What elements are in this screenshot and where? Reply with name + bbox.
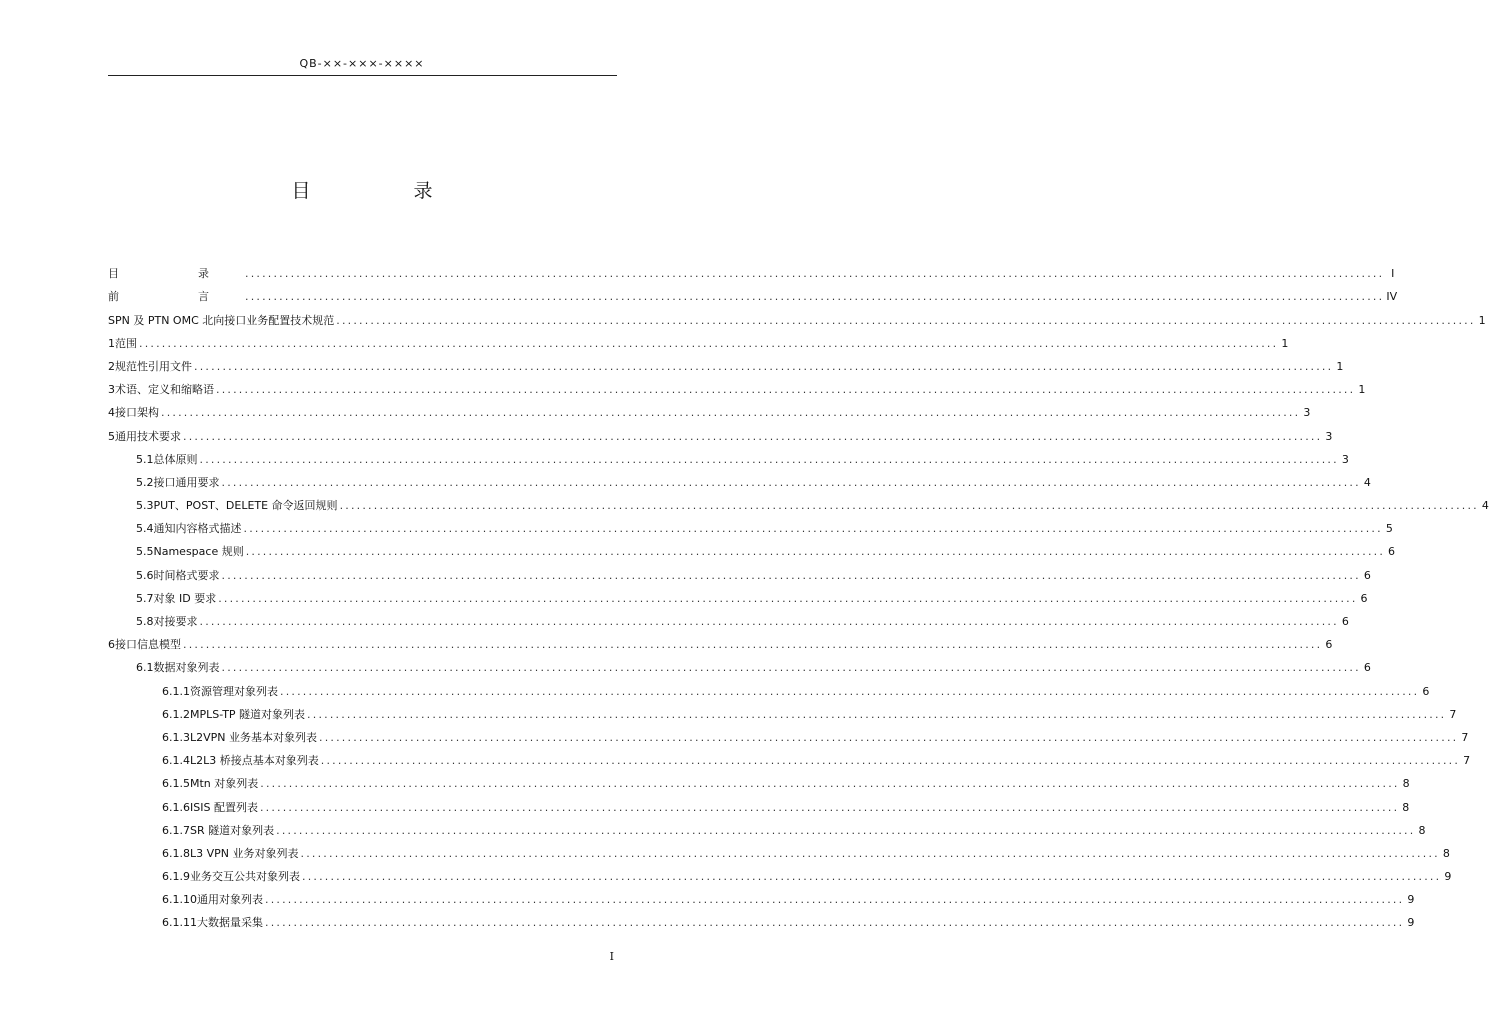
toc-entry[interactable] xyxy=(108,907,1415,930)
toc-leader-dots: ........................................................................................................................................................................................................ xyxy=(194,359,1334,373)
toc-entry-label: 接口信息模型 xyxy=(115,638,181,652)
toc-entry-label: 前 言 xyxy=(108,290,243,304)
toc-entry-label: 通用对象列表 xyxy=(197,893,263,907)
toc-entry-label: 业务交互公共对象列表 xyxy=(190,870,300,884)
toc-entry-label: 对象 ID 要求 xyxy=(153,591,217,605)
toc-entry-label: L3 VPN 业务对象列表 xyxy=(190,846,299,860)
toc-leader-dots: ........................................................................................................................................................................................................ xyxy=(307,707,1447,721)
toc-entry-page: 9 xyxy=(1407,916,1415,930)
toc-entry-label: PUT、POST、DELETE 命令返回规则 xyxy=(153,499,338,513)
toc-entry[interactable] xyxy=(108,536,1396,559)
toc-entry-number: 4 xyxy=(108,406,115,420)
toc-leader-dots: ........................................................................................................................................................................................................ xyxy=(216,383,1356,397)
toc-entry-number: 6.1.11 xyxy=(162,916,197,930)
toc-leader-dots: ........................................................................................................................................................................................................ xyxy=(161,406,1301,420)
toc-entry[interactable] xyxy=(108,861,1452,884)
toc-entry[interactable] xyxy=(108,722,1469,745)
toc-entry[interactable] xyxy=(108,815,1426,838)
toc-entry-label: SPN 及 PTN OMC 北向接口业务配置技术规范 xyxy=(108,313,335,327)
toc-entry-number: 5 xyxy=(108,429,115,443)
toc-entry-page: 6 xyxy=(1325,638,1333,652)
toc-entry[interactable] xyxy=(108,374,1366,397)
toc-entry-page: 1 xyxy=(1478,313,1486,327)
toc-entry-label: 总体原则 xyxy=(153,452,198,466)
toc-entry-label: Mtn 对象列表 xyxy=(190,777,259,791)
toc-entry-page: 6 xyxy=(1363,568,1371,582)
header-rule xyxy=(108,75,617,76)
toc-entry-number: 6.1.7 xyxy=(162,823,190,837)
toc-entry[interactable] xyxy=(108,513,1393,536)
toc-entry-page: 7 xyxy=(1449,707,1457,721)
toc-leader-dots: ........................................................................................................................................................................................................ xyxy=(320,754,1461,768)
toc-entry-page: 4 xyxy=(1481,499,1489,513)
toc-leader-dots: ........................................................................................................................................................................................................ xyxy=(276,823,1416,837)
toc-entry-number: 5.6 xyxy=(136,568,154,582)
toc-entry-page: 3 xyxy=(1303,406,1311,420)
toc-entry-page: 6 xyxy=(1341,615,1349,628)
toc-entry[interactable] xyxy=(108,675,1430,698)
toc-entry-number: 5.8 xyxy=(136,615,154,628)
toc-entry[interactable] xyxy=(108,490,1489,513)
toc-leader-dots: ........................................................................................................................................................................................................ xyxy=(300,846,1440,860)
toc-entry-label: 接口通用要求 xyxy=(153,475,220,489)
toc-entry-page: IV xyxy=(1386,290,1398,304)
toc-entry-page: 5 xyxy=(1385,522,1393,536)
toc-entry-number: 5.7 xyxy=(136,591,154,605)
toc-entry-label: L2L3 桥接点基本对象列表 xyxy=(190,754,319,768)
toc-leader-dots: ........................................................................................................................................................................................................ xyxy=(243,522,1383,536)
toc-entry[interactable] xyxy=(108,420,1333,443)
toc-entry-page: 4 xyxy=(1363,475,1371,489)
toc-entry-label: 大数据量采集 xyxy=(197,916,263,930)
toc-entry[interactable] xyxy=(108,606,1349,629)
toc-leader-dots: ........................................................................................................................................................................................................ xyxy=(260,777,1400,791)
toc-entry-page: 9 xyxy=(1444,870,1452,884)
toc-entry-label: 目 录 xyxy=(108,267,243,281)
toc-entry-number: 6.1.6 xyxy=(162,800,190,814)
toc-entry-number: 6.1.3 xyxy=(162,730,190,744)
toc-entry-label: 规范性引用文件 xyxy=(115,359,192,373)
toc-entry[interactable] xyxy=(108,304,1486,327)
toc-entry-page: 7 xyxy=(1461,730,1469,744)
toc-entry-label: MPLS-TP 隧道对象列表 xyxy=(190,707,306,721)
toc-leader-dots: ........................................................................................................................................................................................................ xyxy=(218,591,1358,605)
toc-leader-dots: ........................................................................................................................................................................................................ xyxy=(302,870,1442,884)
toc-leader-dots: ........................................................................................................................................................................................................ xyxy=(139,336,1279,350)
toc-entry-page: 8 xyxy=(1402,800,1410,814)
toc-entry[interactable] xyxy=(108,652,1371,675)
toc-leader-dots: ........................................................................................................................................................................................................ xyxy=(183,429,1323,443)
toc-entry-label: 接口架构 xyxy=(115,406,159,420)
page-number: I xyxy=(609,950,614,963)
toc-entry-number: 1 xyxy=(108,336,115,350)
toc-leader-dots: ........................................................................................................................................................................................................ xyxy=(336,313,1476,327)
toc-entry-label: 范围 xyxy=(115,336,137,350)
toc-entry-label: 对接要求 xyxy=(153,615,198,628)
toc-leader-dots: ........................................................................................................................................................................................................ xyxy=(245,267,1385,281)
toc-entry-page: 7 xyxy=(1463,754,1471,768)
toc-entry-number: 5.4 xyxy=(136,522,154,536)
toc-entry[interactable] xyxy=(108,397,1311,420)
toc-entry-number: 6.1.9 xyxy=(162,870,190,884)
toc-entry-number: 6.1.5 xyxy=(162,777,190,791)
toc-entry[interactable] xyxy=(108,583,1368,606)
toc-entry[interactable] xyxy=(108,699,1457,722)
toc-entry-number: 6.1 xyxy=(136,661,154,675)
toc-entry-number: 5.5 xyxy=(136,545,154,559)
toc-entry-page: I xyxy=(1391,267,1395,281)
toc-leader-dots: ........................................................................................................................................................................................................ xyxy=(245,290,1385,304)
toc-entry-number: 6.1.4 xyxy=(162,754,190,768)
toc-entry[interactable] xyxy=(108,629,1333,652)
toc-entry-number: 6.1.2 xyxy=(162,707,190,721)
toc-entry-page: 3 xyxy=(1341,452,1349,466)
toc-entry-page: 1 xyxy=(1336,359,1344,373)
toc-entry[interactable] xyxy=(108,884,1415,907)
toc-entry[interactable] xyxy=(108,258,1395,281)
toc-entry[interactable] xyxy=(108,838,1450,861)
toc-entry-number: 6 xyxy=(108,638,115,652)
toc-entry-page: 6 xyxy=(1388,545,1396,559)
toc-entry-label: ISIS 配置列表 xyxy=(190,800,258,814)
document-code-header: QB-××-×××-×××× xyxy=(299,57,425,70)
toc-entry-page: 6 xyxy=(1422,684,1430,698)
toc-leader-dots: ........................................................................................................................................................................................................ xyxy=(259,800,1400,814)
toc-leader-dots: ........................................................................................................................................................................................................ xyxy=(339,499,1479,513)
toc-entry-page: 8 xyxy=(1442,846,1450,860)
toc-leader-dots: ........................................................................................................................................................................................................ xyxy=(221,568,1361,582)
toc-entry-label: SR 隧道对象列表 xyxy=(190,823,275,837)
toc-entry-label: L2VPN 业务基本对象列表 xyxy=(190,730,318,744)
toc-leader-dots: ........................................................................................................................................................................................................ xyxy=(199,615,1339,628)
toc-entry-page: 1 xyxy=(1358,383,1366,397)
toc-entry[interactable] xyxy=(108,467,1371,490)
toc-entry[interactable] xyxy=(108,745,1471,768)
toc-entry-label: 术语、定义和缩略语 xyxy=(115,383,214,397)
toc-entry-number: 6.1.1 xyxy=(162,684,190,698)
toc-entry-page: 3 xyxy=(1325,429,1333,443)
toc-entry-page: 1 xyxy=(1281,336,1289,350)
toc-entry-page: 6 xyxy=(1363,661,1371,675)
toc-entry[interactable] xyxy=(108,559,1371,582)
toc-entry[interactable] xyxy=(108,444,1349,467)
toc-entry-number: 5.2 xyxy=(136,475,154,489)
toc-leader-dots: ........................................................................................................................................................................................................ xyxy=(245,545,1386,559)
toc-leader-dots: ........................................................................................................................................................................................................ xyxy=(221,661,1361,675)
toc-leader-dots: ........................................................................................................................................................................................................ xyxy=(265,893,1405,907)
toc-entry-number: 2 xyxy=(108,359,115,373)
toc-entry-page: 6 xyxy=(1360,591,1368,605)
toc-entry-number: 5.3 xyxy=(136,499,154,513)
toc-leader-dots: ........................................................................................................................................................................................................ xyxy=(183,638,1323,652)
toc-entry-label: 通知内容格式描述 xyxy=(153,522,242,536)
toc-entry[interactable] xyxy=(108,351,1344,374)
toc-entry[interactable] xyxy=(108,768,1410,791)
toc-entry-label: 数据对象列表 xyxy=(153,661,220,675)
table-of-contents xyxy=(108,258,1489,930)
toc-entry[interactable] xyxy=(108,281,1398,304)
toc-entry-number: 5.1 xyxy=(136,452,154,466)
toc-entry-number: 6.1.8 xyxy=(162,846,190,860)
toc-leader-dots: ........................................................................................................................................................................................................ xyxy=(280,684,1420,698)
toc-entry-label: 通用技术要求 xyxy=(115,429,181,443)
toc-entry-label: 时间格式要求 xyxy=(153,568,220,582)
toc-entry-number: 6.1.10 xyxy=(162,893,197,907)
toc-entry-label: Namespace 规则 xyxy=(153,545,244,559)
toc-leader-dots: ........................................................................................................................................................................................................ xyxy=(319,730,1459,744)
toc-leader-dots: ........................................................................................................................................................................................................ xyxy=(265,916,1405,930)
toc-entry-number: 3 xyxy=(108,383,115,397)
toc-entry-page: 8 xyxy=(1402,777,1410,791)
toc-leader-dots: ........................................................................................................................................................................................................ xyxy=(199,452,1339,466)
toc-leader-dots: ........................................................................................................................................................................................................ xyxy=(221,475,1361,489)
page-title: 目 录 xyxy=(291,180,475,202)
toc-entry[interactable] xyxy=(108,791,1410,814)
toc-entry[interactable] xyxy=(108,328,1289,351)
toc-entry-page: 9 xyxy=(1407,893,1415,907)
toc-entry-label: 资源管理对象列表 xyxy=(190,684,278,698)
toc-entry-page: 8 xyxy=(1418,823,1426,837)
